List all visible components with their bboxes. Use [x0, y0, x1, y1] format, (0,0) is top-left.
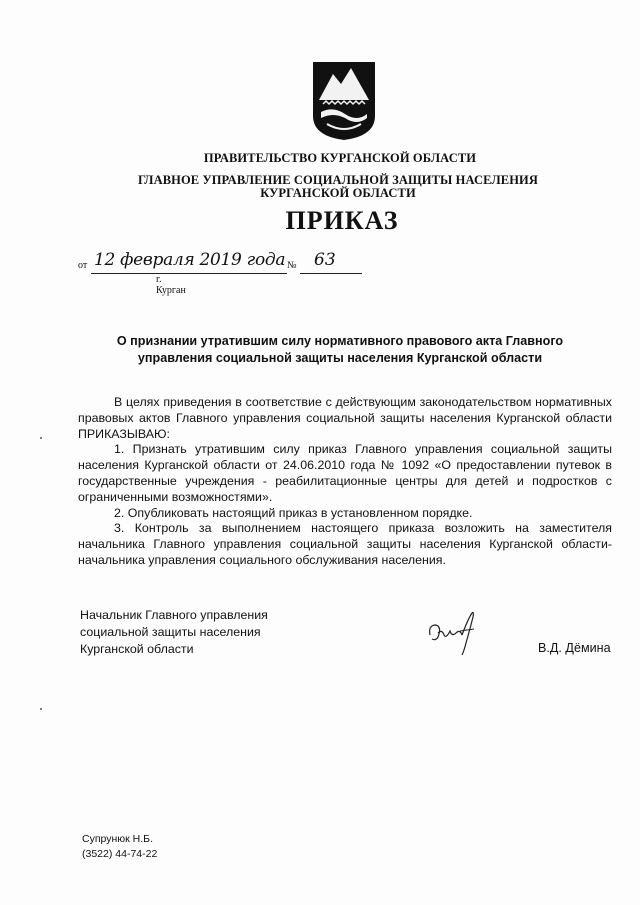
- order-title: [100, 333, 580, 367]
- order-title-line1: О признании утратившим силу нормативного правового акта Главного: [116, 334, 564, 348]
- executor-phone: (3522) 44-74-22: [82, 848, 158, 860]
- order-body: [78, 395, 612, 569]
- department-name-line1: ГЛАВНОЕ УПРАВЛЕНИЕ СОЦИАЛЬНОЙ ЗАЩИТЫ НАСЕЛЕНИЯ: [138, 173, 538, 187]
- handwritten-signature-icon: [426, 609, 486, 657]
- date-underline: [91, 273, 287, 274]
- executor-name: Супрунюк Н.Б.: [82, 833, 153, 845]
- kurgan-coat-of-arms-icon: [311, 60, 377, 142]
- signatory-position: [80, 607, 268, 658]
- number-underline: [300, 273, 362, 274]
- handwritten-number: 63: [314, 250, 336, 270]
- scan-speck: [40, 437, 42, 439]
- order-item-1: 1. Признать утратившим силу приказ Главного управления социальной защиты населения Курганской области от 24.06.2010 года № 1092 «О предоставлении путевок в государственные учреждения - реабилитационные центры для детей и подростков с ограниченными возможностями».: [78, 442, 612, 504]
- date-prefix: от: [78, 260, 88, 271]
- handwritten-date: 12 февраля 2019 года: [94, 250, 286, 270]
- executor-info: [82, 832, 157, 862]
- preamble-paragraph: В целях приведения в соответствие с действующим законодательством нормативных правовых актов Главного управления социальной защиты населения Курганской области ПРИКАЗЫВАЮ:: [78, 395, 612, 441]
- order-item-2: 2. Опубликовать настоящий приказ в установленном порядке.: [114, 505, 473, 520]
- position-line2: социальной защиты населения: [80, 625, 261, 639]
- city-label: г. Курган: [156, 274, 186, 296]
- number-prefix: №: [287, 260, 297, 271]
- order-title-line2: управления социальной защиты населения Курганской области: [137, 351, 543, 365]
- document-type-heading: ПРИКАЗ: [285, 206, 399, 235]
- scan-speck: [40, 708, 42, 710]
- government-name: ПРАВИТЕЛЬСТВО КУРГАНСКОЙ ОБЛАСТИ: [203, 151, 477, 165]
- position-line3: Курганской области: [80, 642, 194, 656]
- department-name-line2: КУРГАНСКОЙ ОБЛАСТИ: [260, 186, 416, 200]
- position-line1: Начальник Главного управления: [80, 608, 268, 622]
- order-item-3: 3. Контроль за выполнением настоящего приказа возложить на заместителя начальника Главного управления социальной защиты населения Курганской области-начальника управления социального обслуживания населения.: [78, 521, 612, 567]
- signatory-name: В.Д. Дёмина: [538, 641, 611, 655]
